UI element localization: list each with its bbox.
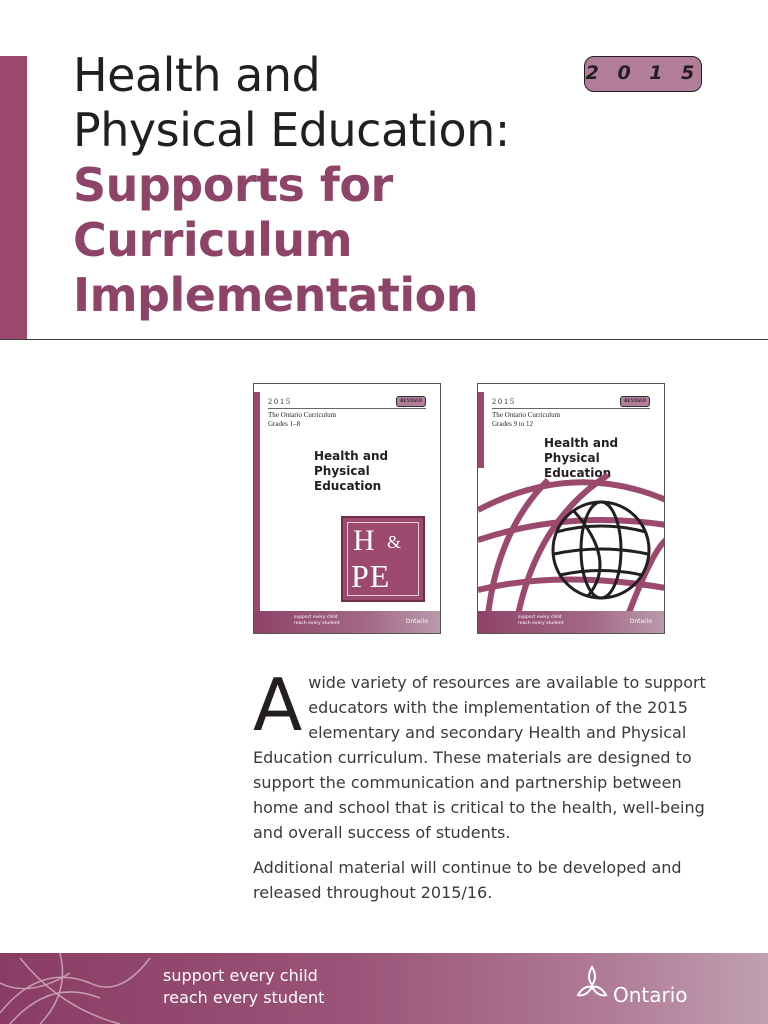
cover-accent-bar [254, 392, 260, 612]
cover-title-line-1: Health and [544, 436, 619, 450]
cover-title-line-2: Physical Education [314, 464, 382, 493]
year-badge: 2 0 1 5 [584, 56, 702, 92]
cover-footer-line-2: reach every student [294, 621, 340, 626]
cover-curriculum [492, 411, 560, 429]
cover-curriculum-name: The Ontario Curriculum [492, 411, 561, 419]
title-line-2: Physical Education: [73, 103, 510, 157]
footer-band [0, 953, 768, 1024]
footer-slogan-line-1: support every child [163, 966, 318, 985]
revised-badge: REVISED [620, 396, 650, 407]
cover-footer-slogan [518, 615, 563, 627]
body-text [253, 663, 713, 915]
cover-rule [268, 408, 426, 409]
cover-grades-1-8[interactable] [253, 383, 441, 634]
hpe-logo-amp: & [387, 532, 402, 552]
paragraph-1 [253, 663, 713, 845]
ontario-brand: Ontario [613, 983, 688, 1007]
hpe-logo-h: H [353, 524, 375, 557]
dropcap: A [253, 663, 303, 747]
cover-grades-9-12[interactable] [477, 383, 665, 634]
cover-footer-line-1: support every child [518, 615, 562, 620]
cover-footer-brand: Ontario [629, 618, 652, 625]
title-line-1: Health and [73, 48, 321, 102]
accent-bar [0, 56, 27, 340]
hpe-logo-pe: PE [351, 558, 391, 594]
cover-footer-line-2: reach every student [518, 621, 564, 626]
cover-year: 2015 [268, 397, 292, 406]
cover-curriculum [268, 411, 336, 429]
cover-footer-line-1: support every child [294, 615, 338, 620]
cover-accent-bar [478, 392, 484, 468]
footer-slogan [163, 965, 324, 1009]
cover-grades: Grades 1–8 [268, 420, 301, 428]
cover-year: 2015 [492, 397, 516, 406]
subtitle-line-3: Implementation [73, 268, 478, 322]
subtitle-line-1: Supports for [73, 158, 393, 212]
header-divider [0, 339, 768, 340]
cover-grades: Grades 9 to 12 [492, 420, 534, 428]
paragraph-2: Additional material will continue to be developed and released throughout 2015/16. [253, 858, 682, 902]
subtitle-line-2: Curriculum [73, 213, 353, 267]
footer-swirl-graphic [0, 953, 160, 1024]
page-title [73, 48, 573, 323]
cover-footer [478, 611, 664, 633]
hpe-logo [341, 516, 425, 602]
footer-slogan-line-2: reach every student [163, 988, 325, 1007]
cover-curriculum-name: The Ontario Curriculum [268, 411, 337, 419]
cover-footer [254, 611, 440, 633]
cover-footer-slogan [294, 615, 339, 627]
revised-badge: REVISED [396, 396, 426, 407]
cover-title-line-2: Physical Education [544, 451, 612, 480]
paragraph-1-text: wide variety of resources are available to support educators with the implementation of the 2015 elementary and secondary Health and Physical Education curriculum. These materials are designed to support the communication and partnership between home and school that is critical to the health, well-being and overall success of students. [253, 673, 706, 842]
cover-rule [492, 408, 650, 409]
cover-title [314, 449, 440, 494]
cover-footer-brand: Ontario [405, 618, 428, 625]
trillium-icon [574, 965, 610, 1001]
globe-icon [478, 470, 665, 615]
cover-title-line-1: Health and [314, 449, 389, 463]
